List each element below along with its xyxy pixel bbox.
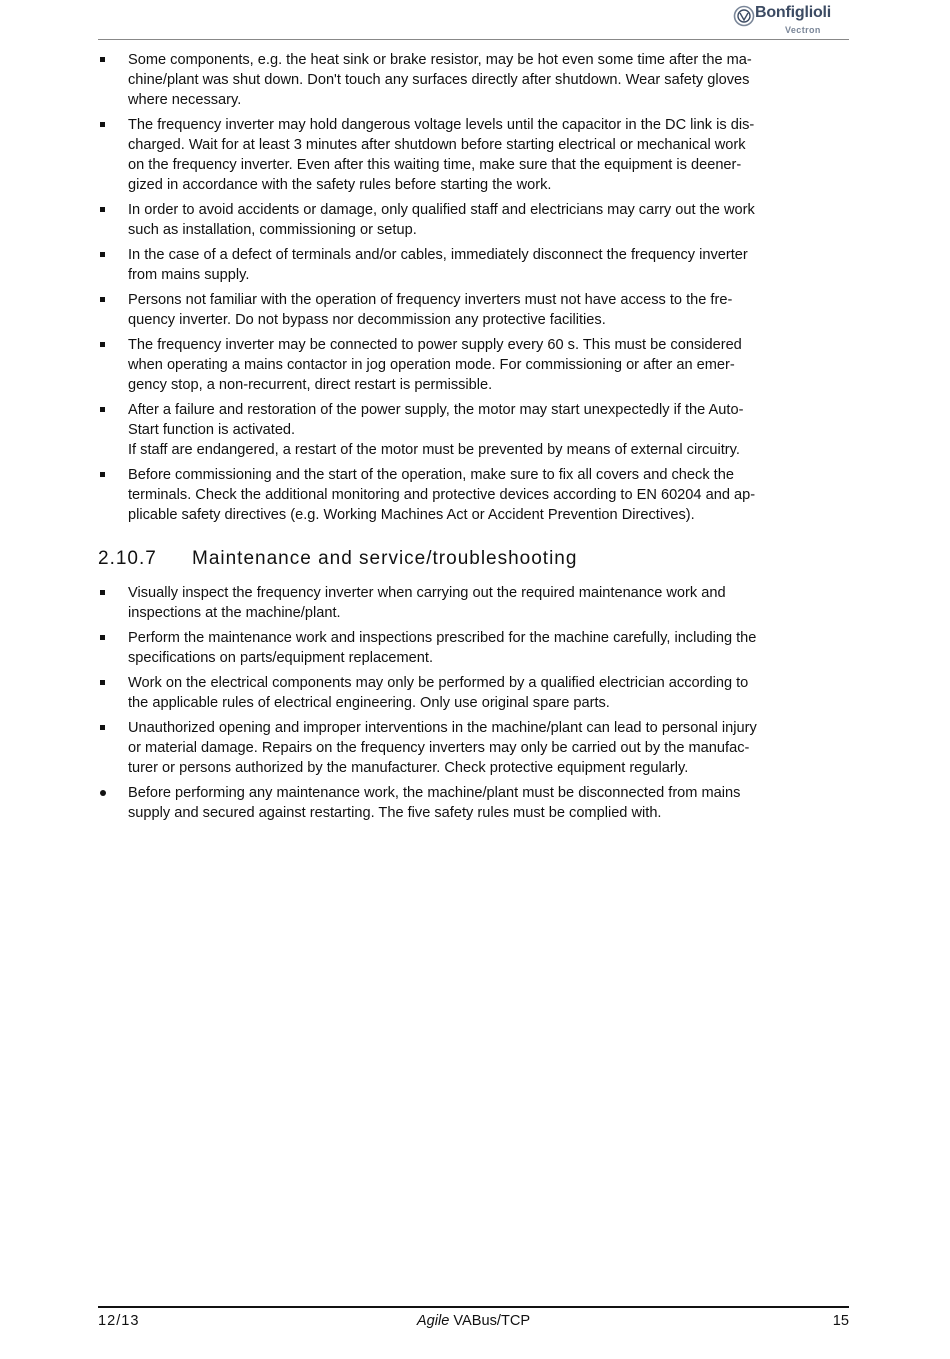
list-item-line: Start function is activated. — [128, 422, 296, 438]
list-item-line: or material damage. Repairs on the frequency inverters may only be carried out by the manufac- — [128, 740, 750, 756]
footer-page-number: 15 — [832, 1313, 849, 1329]
section-title: Maintenance and service/troubleshooting — [192, 548, 578, 569]
list-item-line: Perform the maintenance work and inspections prescribed for the machine carefully, including the — [128, 630, 757, 646]
list-item-line: In order to avoid accidents or damage, only qualified staff and electricians may carry out the work — [128, 202, 755, 218]
list-item — [98, 673, 850, 713]
section-number: 2.10.7 — [98, 548, 157, 569]
list-item — [98, 245, 850, 285]
list-item-line: gency stop, a non-recurrent, direct restart is permissible. — [128, 377, 493, 393]
list-item-line: Before commissioning and the start of the operation, make sure to fix all covers and check the — [128, 467, 734, 483]
section-heading — [98, 547, 850, 571]
list-item — [98, 783, 850, 823]
logo-emblem-icon — [733, 5, 755, 27]
list-item — [98, 583, 850, 623]
list-item-line: terminals. Check the additional monitoring and protective devices according to EN 60204 and ap- — [128, 487, 756, 503]
list-item-line: such as installation, commissioning or setup. — [128, 222, 417, 238]
maintenance-instructions-list — [98, 583, 850, 823]
list-item-line: on the frequency inverter. Even after this waiting time, make sure that the equipment is deener- — [128, 157, 742, 173]
footer-title-rest: VABus/TCP — [449, 1313, 531, 1329]
list-item — [98, 50, 850, 110]
list-item-line: the applicable rules of electrical engineering. Only use original spare parts. — [128, 695, 610, 711]
list-item-line: Before performing any maintenance work, the machine/plant must be disconnected from mains — [128, 785, 741, 801]
list-item — [98, 290, 850, 330]
list-item-line: when operating a mains contactor in jog operation mode. For commissioning or after an emer- — [128, 357, 735, 373]
list-item-line: turer or persons authorized by the manufacturer. Check protective equipment regularly. — [128, 760, 689, 776]
list-item — [98, 400, 850, 460]
safety-instructions-list — [98, 50, 850, 525]
list-item-line: charged. Wait for at least 3 minutes after shutdown before starting electrical or mechanical work — [128, 137, 746, 153]
list-item-line: specifications on parts/equipment replacement. — [128, 650, 434, 666]
footer-divider — [98, 1306, 849, 1308]
list-item-line: Unauthorized opening and improper interventions in the machine/plant can lead to personal injury — [128, 720, 757, 736]
list-item-line: After a failure and restoration of the power supply, the motor may start unexpectedly if the Auto- — [128, 402, 744, 418]
page-content — [98, 50, 850, 828]
header-divider — [98, 39, 849, 40]
list-item-line: In the case of a defect of terminals and/or cables, immediately disconnect the frequency inverter — [128, 247, 748, 263]
list-item — [98, 718, 850, 778]
list-item — [98, 200, 850, 240]
list-item-line: inspections at the machine/plant. — [128, 605, 341, 621]
list-item-line: supply and secured against restarting. The five safety rules must be complied with. — [128, 805, 662, 821]
list-item-line: plicable safety directives (e.g. Working Machines Act or Accident Prevention Directives). — [128, 507, 695, 523]
list-item-line: Work on the electrical components may only be performed by a qualified electrician according to — [128, 675, 749, 691]
list-item-line: The frequency inverter may hold dangerous voltage levels until the capacitor in the DC link is dis- — [128, 117, 755, 133]
logo-subtitle: Vectron — [785, 25, 821, 35]
page-header — [98, 0, 849, 40]
list-item-line: Persons not familiar with the operation of frequency inverters must not have access to the fre- — [128, 292, 733, 308]
list-item-line: Some components, e.g. the heat sink or brake resistor, may be hot even some time after the ma- — [128, 52, 752, 68]
logo-name: Bonfiglioli — [755, 4, 832, 21]
list-item-line: The frequency inverter may be connected to power supply every 60 s. This must be considered — [128, 337, 742, 353]
list-item-line: If staff are endangered, a restart of the motor must be prevented by means of external circuitry. — [128, 442, 740, 458]
list-item-line: where necessary. — [128, 92, 242, 108]
list-item-line: quency inverter. Do not bypass nor decommission any protective facilities. — [128, 312, 606, 328]
footer-title-italic: Agile — [416, 1313, 450, 1329]
footer-date: 12/13 — [98, 1313, 140, 1329]
list-item — [98, 335, 850, 395]
bonfiglioli-logo — [733, 3, 849, 37]
list-item-line: chine/plant was shut down. Don't touch any surfaces directly after shutdown. Wear safety gloves — [128, 72, 750, 88]
list-item — [98, 628, 850, 668]
list-item-line: gized in accordance with the safety rules before starting the work. — [128, 177, 552, 193]
footer-document-title — [98, 1311, 849, 1331]
list-item-line: from mains supply. — [128, 267, 250, 283]
list-item — [98, 115, 850, 195]
list-item-line: Visually inspect the frequency inverter when carrying out the required maintenance work and — [128, 585, 726, 601]
list-item — [98, 465, 850, 525]
